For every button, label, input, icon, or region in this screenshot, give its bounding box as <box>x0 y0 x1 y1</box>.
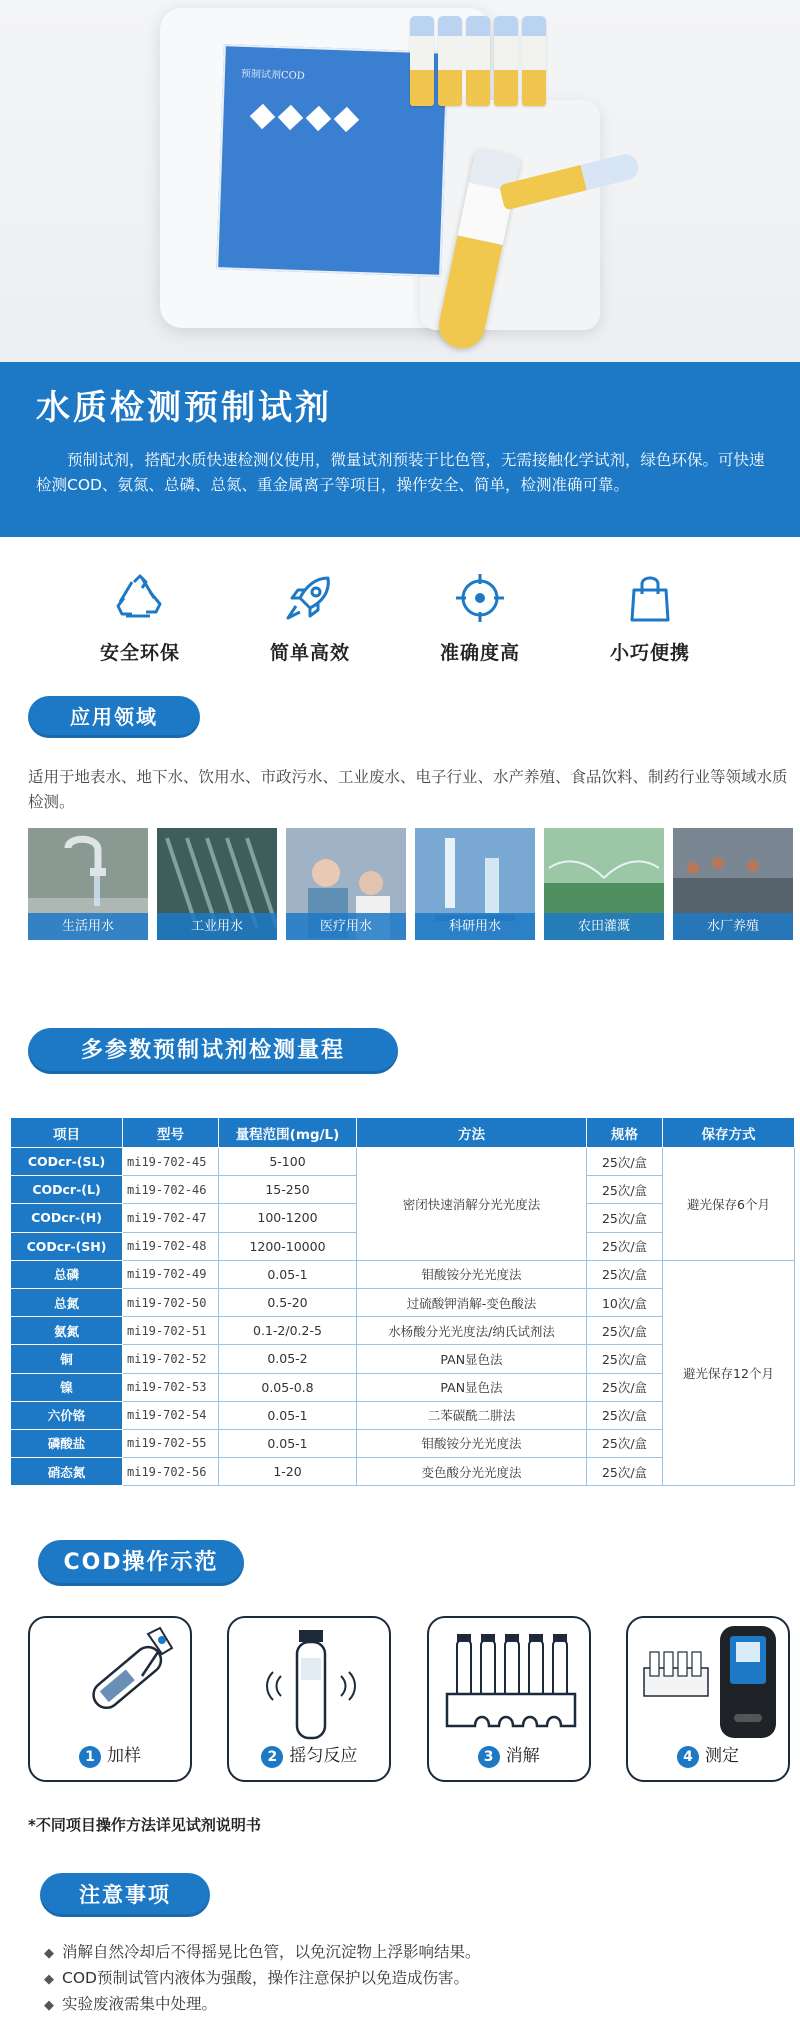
spec-cell: 25次/盒 <box>587 1204 663 1232</box>
step-panel <box>626 1616 790 1782</box>
spec-cell: 25次/盒 <box>587 1458 663 1486</box>
range-cell: 0.05-1 <box>219 1401 357 1429</box>
item-cell: 六价铬 <box>11 1401 123 1429</box>
range-cell: 0.5-20 <box>219 1288 357 1316</box>
range-cell: 0.1-2/0.2-5 <box>219 1317 357 1345</box>
range-cell: 0.05-1 <box>219 1260 357 1288</box>
model-cell: mi19-702-49 <box>123 1260 219 1288</box>
application-images <box>28 828 793 940</box>
method-cell: 钼酸铵分光光度法 <box>357 1260 587 1288</box>
storage-cell-other: 避光保存12个月 <box>663 1260 795 1486</box>
column-header: 方法 <box>357 1118 587 1148</box>
intro-description: 预制试剂，搭配水质快速检测仪使用，微量试剂预装于比色管，无需接触化学试剂，绿色环保。可快速检测COD、氨氮、总磷、总氮、重金属离子等项目，操作安全、简单，检测准确可靠。 <box>36 451 765 494</box>
method-cell: 过硫酸钾消解-变色酸法 <box>357 1288 587 1316</box>
item-cell: CODcr-(SL) <box>11 1148 123 1176</box>
model-cell: mi19-702-46 <box>123 1176 219 1204</box>
feature-accurate <box>405 570 555 665</box>
range-cell: 15-250 <box>219 1176 357 1204</box>
notes-heading: 注意事项 <box>40 1873 210 1917</box>
application-description: 适用于地表水、地下水、饮用水、市政污水、工业废水、电子行业、水产养殖、食品饮料、制药行业等领域水质检测。 <box>28 768 788 811</box>
spec-cell: 25次/盒 <box>587 1401 663 1429</box>
step-label: 3 消解 <box>429 1741 589 1768</box>
vial-row <box>410 16 546 106</box>
item-cell: 总氮 <box>11 1288 123 1316</box>
meter-icon <box>628 1618 792 1748</box>
column-header: 保存方式 <box>663 1118 795 1148</box>
kit-label-text: 预制试剂COD <box>240 68 305 82</box>
model-cell: mi19-702-56 <box>123 1458 219 1486</box>
range-cell: 0.05-0.8 <box>219 1373 357 1401</box>
application-card <box>544 828 664 940</box>
spec-table <box>10 1117 795 1486</box>
range-cell: 100-1200 <box>219 1204 357 1232</box>
application-label: 生活用水 <box>28 913 148 940</box>
feature-simple <box>235 570 385 665</box>
feature-label: 准确度高 <box>439 642 520 664</box>
notes-list <box>44 1940 784 2018</box>
item-cell: 硝态氮 <box>11 1458 123 1486</box>
application-label: 农田灌溉 <box>544 913 664 940</box>
item-cell: 总磷 <box>11 1260 123 1288</box>
digester-icon <box>429 1618 593 1748</box>
range-cell: 1-20 <box>219 1458 357 1486</box>
table-row <box>11 1148 795 1176</box>
pipette-icon <box>30 1618 194 1748</box>
hazard-symbols <box>253 107 356 129</box>
step-panel <box>28 1616 192 1782</box>
storage-cell-cod: 避光保存6个月 <box>663 1148 795 1261</box>
page-title: 水质检测预制试剂 <box>36 388 332 428</box>
operation-footnote: *不同项目操作方法详见试剂说明书 <box>28 1816 261 1834</box>
method-cell: 二苯碳酰二肼法 <box>357 1401 587 1429</box>
application-heading: 应用领域 <box>28 696 200 738</box>
model-cell: mi19-702-54 <box>123 1401 219 1429</box>
step-label: 1 加样 <box>30 1741 190 1768</box>
column-header: 型号 <box>123 1118 219 1148</box>
method-cell: PAN显色法 <box>357 1373 587 1401</box>
application-label: 水厂养殖 <box>673 913 793 940</box>
feature-label: 小巧便携 <box>609 642 690 664</box>
cod-heading: COD操作示范 <box>38 1540 244 1586</box>
range-cell: 0.05-1 <box>219 1429 357 1457</box>
bag-icon <box>622 570 678 626</box>
note-item: ◆ 实验废液需集中处理。 <box>44 1992 784 2018</box>
product-photo <box>0 0 800 365</box>
item-cell: 磷酸盐 <box>11 1429 123 1457</box>
method-cell: 变色酸分光光度法 <box>357 1458 587 1486</box>
application-card <box>28 828 148 940</box>
note-item: ◆ COD预制试管内液体为强酸，操作注意保护以免造成伤害。 <box>44 1966 784 1992</box>
column-header: 规格 <box>587 1118 663 1148</box>
recycle-icon <box>112 570 168 626</box>
spec-cell: 25次/盒 <box>587 1317 663 1345</box>
model-cell: mi19-702-51 <box>123 1317 219 1345</box>
range-cell: 0.05-2 <box>219 1345 357 1373</box>
range-cell: 1200-10000 <box>219 1232 357 1260</box>
item-cell: CODcr-(SH) <box>11 1232 123 1260</box>
spec-cell: 25次/盒 <box>587 1232 663 1260</box>
spec-cell: 25次/盒 <box>587 1148 663 1176</box>
application-card <box>415 828 535 940</box>
application-label: 医疗用水 <box>286 913 406 940</box>
model-cell: mi19-702-55 <box>123 1429 219 1457</box>
item-cell: CODcr-(H) <box>11 1204 123 1232</box>
column-header: 项目 <box>11 1118 123 1148</box>
feature-safe <box>65 570 215 665</box>
feature-list <box>65 570 725 665</box>
feature-label: 安全环保 <box>99 642 180 664</box>
method-cell-cod: 密闭快速消解分光光度法 <box>357 1148 587 1261</box>
item-cell: 镍 <box>11 1373 123 1401</box>
method-cell: 水杨酸分光光度法/纳氏试剂法 <box>357 1317 587 1345</box>
model-cell: mi19-702-45 <box>123 1148 219 1176</box>
shake-tube-icon <box>229 1618 393 1748</box>
spec-cell: 25次/盒 <box>587 1176 663 1204</box>
model-cell: mi19-702-47 <box>123 1204 219 1232</box>
step-label: 2 摇匀反应 <box>229 1741 389 1768</box>
table-header-row <box>11 1118 795 1148</box>
cod-steps <box>28 1616 790 1782</box>
target-icon <box>452 570 508 626</box>
method-cell: PAN显色法 <box>357 1345 587 1373</box>
column-header: 量程范围(mg/L) <box>219 1118 357 1148</box>
step-panel <box>227 1616 391 1782</box>
range-cell: 5-100 <box>219 1148 357 1176</box>
item-cell: 铜 <box>11 1345 123 1373</box>
method-cell: 钼酸铵分光光度法 <box>357 1429 587 1457</box>
step-label: 4 测定 <box>628 1741 788 1768</box>
spec-cell: 25次/盒 <box>587 1429 663 1457</box>
feature-portable <box>575 570 725 665</box>
item-cell: 氨氮 <box>11 1317 123 1345</box>
spec-cell: 25次/盒 <box>587 1373 663 1401</box>
feature-label: 简单高效 <box>269 642 350 664</box>
note-item: ◆ 消解自然冷却后不得摇晃比色管，以免沉淀物上浮影响结果。 <box>44 1940 784 1966</box>
spec-cell: 25次/盒 <box>587 1260 663 1288</box>
application-label: 科研用水 <box>415 913 535 940</box>
application-card <box>673 828 793 940</box>
spec-cell: 25次/盒 <box>587 1345 663 1373</box>
range-heading: 多参数预制试剂检测量程 <box>28 1028 398 1074</box>
model-cell: mi19-702-53 <box>123 1373 219 1401</box>
step-panel <box>427 1616 591 1782</box>
table-row <box>11 1260 795 1288</box>
item-cell: CODcr-(L) <box>11 1176 123 1204</box>
rocket-icon <box>282 570 338 626</box>
spec-cell: 10次/盒 <box>587 1288 663 1316</box>
model-cell: mi19-702-50 <box>123 1288 219 1316</box>
application-card <box>286 828 406 940</box>
model-cell: mi19-702-48 <box>123 1232 219 1260</box>
application-card <box>157 828 277 940</box>
application-label: 工业用水 <box>157 913 277 940</box>
model-cell: mi19-702-52 <box>123 1345 219 1373</box>
